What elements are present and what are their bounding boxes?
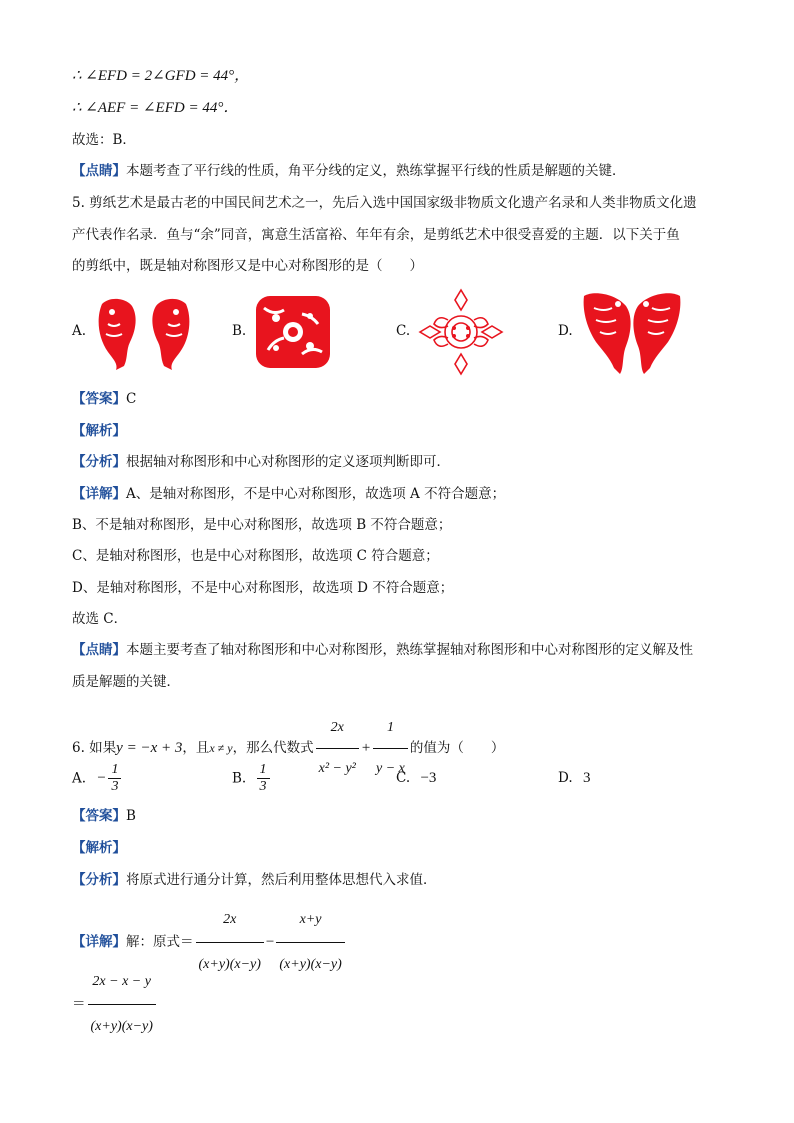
q6-option-a-fraction	[108, 762, 121, 795]
q6-detail-equals: ＝	[72, 996, 86, 1012]
q6-detail-fraction-2	[276, 898, 344, 987]
paper-cut-fish-square-icon	[254, 294, 332, 370]
solution-line-1: ∴ ∠EFD = 2∠GFD = 44°，	[72, 68, 250, 84]
q5-point-comment-2: 质是解题的关键．	[72, 674, 180, 690]
analysis-tag: 【分析】	[72, 872, 126, 888]
q6-analysis	[72, 870, 437, 890]
analysis-text: 将原式进行通分计算，然后利用整体思想代入求值．	[126, 872, 437, 888]
detail-tag: 【详解】	[72, 486, 126, 502]
detail-tag: 【详解】	[72, 934, 126, 950]
q6-detail-step-2	[72, 960, 158, 1049]
answer-tag: 【答案】	[72, 808, 126, 824]
point-comment-text: 本题主要考查了轴对称图形和中心对称图形，熟练掌握轴对称图形和中心对称图形的定义解及性	[126, 642, 693, 658]
q6-suffix: 的值为（ ）	[409, 740, 505, 756]
q6-option-b-numerator: 1	[259, 762, 267, 777]
q5-option-c-label: C.	[396, 323, 411, 339]
q6-option-b-label: B.	[232, 770, 247, 787]
q6-fraction-1-numerator: 2x	[330, 720, 344, 735]
question-5-line-2: 产代表作名录．鱼与“余”同音，寓意生活富裕、年年有余，是剪纸艺术中很受喜爱的主题．以下关于鱼	[72, 227, 680, 243]
q6-condition: x ≠ y	[209, 741, 233, 755]
paper-cut-fish-butterfly-icon	[580, 288, 684, 376]
q5-answer	[72, 389, 136, 409]
q6-plus: +	[360, 740, 372, 756]
q5-option-d-label: D.	[558, 323, 573, 339]
analysis-text: 根据轴对称图形和中心对称图形的定义逐项判断即可．	[126, 454, 450, 470]
q6-fraction-2-numerator: 1	[386, 720, 394, 735]
q6-answer	[72, 806, 136, 826]
q6-option-b-denominator: 3	[257, 778, 270, 795]
q6-option-c-label: C.	[396, 770, 411, 786]
q5-option-d[interactable]	[558, 288, 698, 376]
q6-option-d-label: D.	[558, 770, 573, 786]
answer-tag: 【答案】	[72, 391, 126, 407]
q5-detail-d: D、是轴对称图形，不是中心对称图形，故选项 D 不符合题意；	[72, 580, 454, 596]
q5-analysis	[72, 452, 450, 472]
q6-fraction-1-denominator: x² − y²	[316, 748, 359, 789]
q6-option-d[interactable]	[558, 770, 590, 787]
paper-cut-fish-symmetric-icon	[418, 288, 504, 376]
q6-prefix: 6. 如果	[72, 740, 117, 756]
q6-option-c-value: −3	[420, 770, 437, 786]
q5-detail-b: B、不是轴对称图形，是中心对称图形，故选项 B 不符合题意；	[72, 517, 452, 533]
q6-detail-minus: −	[265, 934, 275, 950]
question-6-stem	[72, 708, 504, 789]
q6-option-a-numerator: 1	[111, 762, 119, 777]
q6-mid: ，且	[182, 740, 210, 756]
q6-option-b-fraction	[257, 762, 270, 795]
solution-line-2: ∴ ∠AEF = ∠EFD = 44°．	[72, 100, 239, 116]
q5-analysis-heading: 【解析】	[72, 423, 126, 439]
q6-detail-fraction-1-denominator: (x+y)(x−y)	[196, 942, 264, 987]
q5-option-a[interactable]	[72, 292, 202, 372]
q6-analysis-heading: 【解析】	[72, 840, 126, 856]
q6-detail-fraction-3	[88, 960, 156, 1049]
q6-fraction-1	[316, 708, 359, 789]
q5-option-a-label: A.	[72, 323, 87, 339]
q5-detail-a	[72, 484, 505, 504]
q6-option-a-label: A.	[72, 770, 87, 787]
q6-option-a[interactable]	[72, 762, 123, 795]
answer-value: C	[126, 391, 137, 407]
question-5-line-3: 的剪纸中，既是轴对称图形又是中心对称图形的是（ ）	[72, 258, 423, 274]
q6-option-d-value: 3	[582, 770, 591, 786]
q6-detail-fraction-2-numerator: x+y	[299, 912, 322, 927]
q5-option-b-label: B.	[232, 323, 247, 339]
q6-mid2: ，那么代数式	[232, 740, 314, 756]
q5-detail-end: 故选 C．	[72, 611, 128, 627]
q6-option-a-denominator: 3	[108, 778, 121, 795]
q6-option-b[interactable]	[232, 762, 272, 795]
q6-fraction-2-denominator: y − x	[373, 748, 408, 789]
paper-cut-fish-pair-icon	[94, 294, 194, 370]
q5-detail-c: C、是轴对称图形，也是中心对称图形，故选项 C 符合题意；	[72, 548, 439, 564]
q6-detail-fraction-1-numerator: 2x	[223, 912, 237, 927]
q5-option-b[interactable]	[232, 292, 352, 372]
point-comment-tag: 【点睛】	[72, 642, 126, 658]
q6-option-a-sign: −	[96, 770, 107, 786]
answer-value: B	[126, 808, 136, 824]
q5-option-c[interactable]	[396, 288, 526, 376]
q6-detail-fraction-3-denominator: (x+y)(x−y)	[88, 1004, 156, 1049]
q6-detail-fraction-1	[196, 898, 264, 987]
solution-choice-line: 故选：B．	[72, 132, 136, 148]
q6-equation: y = −x + 3	[116, 740, 183, 756]
q5-point-comment-1	[72, 640, 693, 660]
point-comment-q4	[72, 161, 626, 181]
question-5-line-1: 5. 剪纸艺术是最古老的中国民间艺术之一，先后入选中国国家级非物质文化遗产名录和人类非物质文化遗	[72, 195, 697, 211]
point-comment-text: 本题考查了平行线的性质，角平分线的定义，熟练掌握平行线的性质是解题的关键．	[126, 163, 626, 179]
detail-text-a: A、是轴对称图形，不是中心对称图形，故选项 A 不符合题意；	[126, 486, 506, 502]
detail-text: 解：原式＝	[126, 934, 194, 950]
q6-option-c[interactable]	[396, 770, 436, 787]
q6-detail-fraction-3-numerator: 2x − x − y	[92, 974, 151, 989]
q6-detail-fraction-2-denominator: (x+y)(x−y)	[276, 942, 344, 987]
point-comment-tag: 【点睛】	[72, 163, 126, 179]
analysis-tag: 【分析】	[72, 454, 126, 470]
